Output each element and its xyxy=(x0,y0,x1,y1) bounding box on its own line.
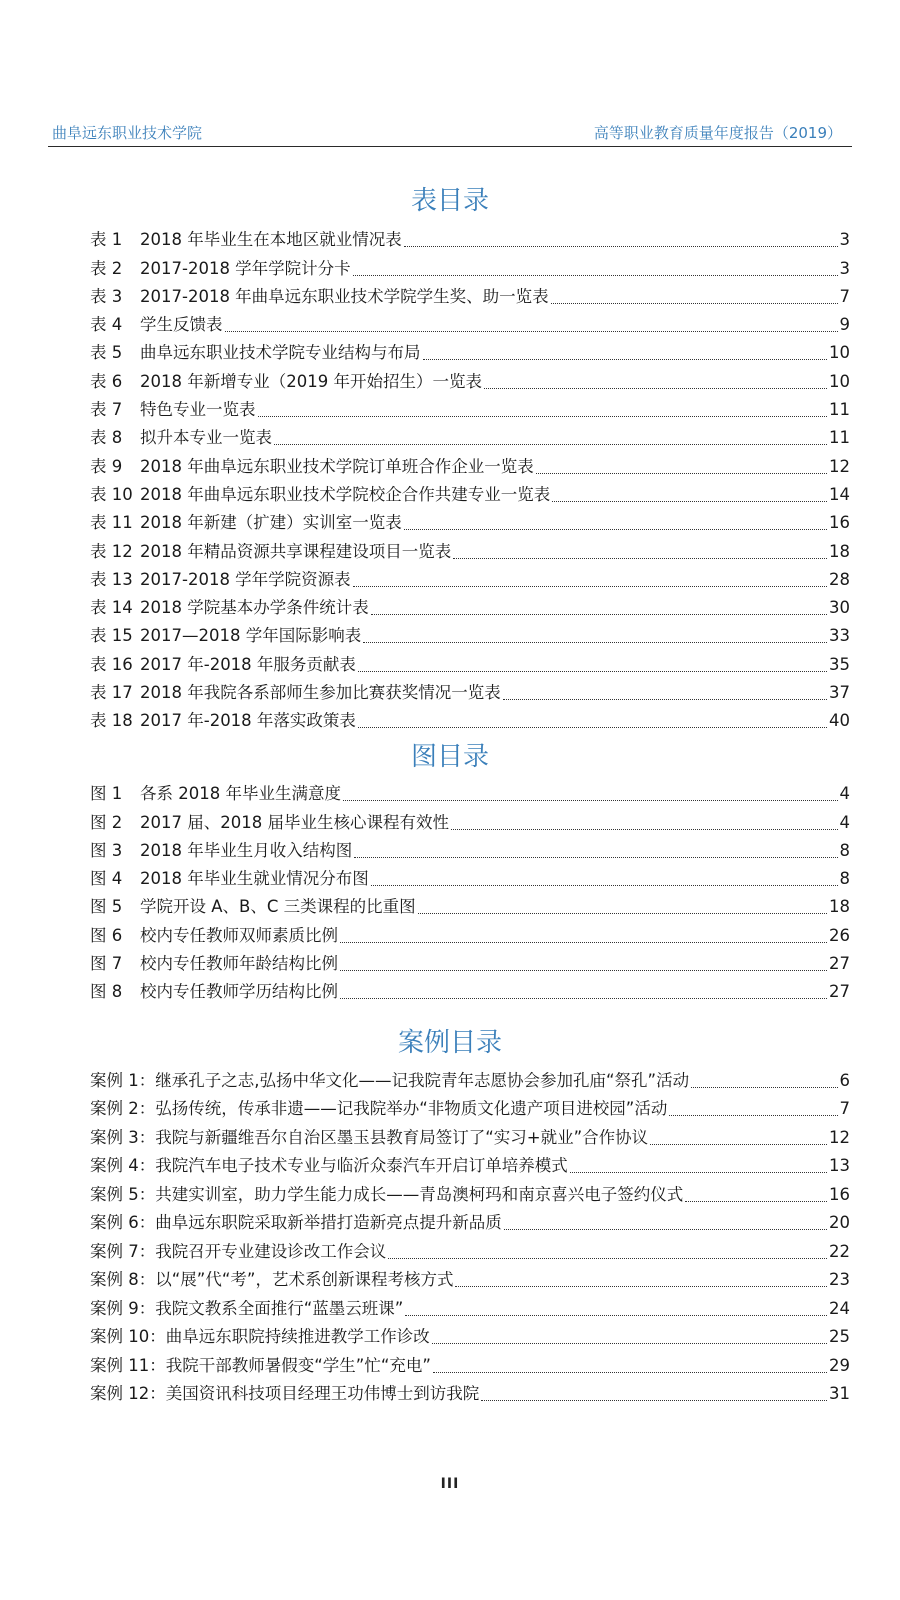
entry-label: 表 5 xyxy=(90,343,123,363)
dot-leader xyxy=(536,473,827,474)
entry-label: 案例 7： xyxy=(90,1241,156,1261)
table-list-entry[interactable] xyxy=(90,283,850,311)
entry-label: 图 7 xyxy=(90,954,123,974)
entry-title: 特色专业一览表 xyxy=(140,400,256,420)
table-list-entry[interactable] xyxy=(90,622,850,650)
entry-label: 案例 6： xyxy=(90,1213,156,1232)
table-list-entry[interactable] xyxy=(90,452,850,480)
dot-leader xyxy=(371,614,827,615)
entry-title: 美国资讯科技项目经理王功伟博士到访我院 xyxy=(165,1384,480,1403)
entry-title: 2017—2018 学年国际影响表 xyxy=(140,626,362,646)
figure-list-title: 图目录 xyxy=(410,742,489,772)
dot-leader xyxy=(353,586,827,587)
entry-label: 案例 12： xyxy=(90,1384,166,1403)
dot-leader xyxy=(551,303,838,304)
figure-list-entry[interactable] xyxy=(90,893,850,921)
table-list-entry[interactable] xyxy=(90,679,850,707)
entry-page-number: 37 xyxy=(829,683,850,703)
table-list-entry[interactable] xyxy=(90,254,850,282)
entry-label: 图 4 xyxy=(90,869,123,889)
dot-leader xyxy=(669,1115,837,1116)
table-list-entry[interactable] xyxy=(90,537,850,565)
entry-title: 曲阜远东职院采取新举措打造新亮点提升新品质 xyxy=(155,1213,502,1232)
entry-page-number: 3 xyxy=(839,230,850,250)
entry-label: 图 1 xyxy=(90,784,123,804)
entry-label: 案例 10： xyxy=(90,1327,166,1346)
entry-title: 我院干部教师暑假变“学生”忙“充电” xyxy=(165,1355,431,1375)
entry-title: 共建实训室，助力学生能力成长——青岛澳柯玛和南京喜兴电子签约仪式 xyxy=(155,1184,684,1204)
entry-title: 我院汽车电子技术专业与临沂众泰汽车开启订单培养模式 xyxy=(155,1156,568,1175)
table-list-entry[interactable] xyxy=(90,424,850,452)
entry-title: 校内专任教师年龄结构比例 xyxy=(140,954,338,974)
table-list-entry[interactable] xyxy=(90,339,850,367)
entry-label: 表 18 xyxy=(90,711,133,731)
entry-label: 表 15 xyxy=(90,626,133,646)
entry-label: 表 9 xyxy=(90,456,123,476)
dot-leader xyxy=(363,642,827,643)
entry-page-number: 27 xyxy=(829,954,850,974)
dot-leader xyxy=(340,998,827,999)
entry-label: 图 3 xyxy=(90,840,123,860)
table-list-entry[interactable] xyxy=(90,509,850,537)
entry-title: 2018 年毕业生月收入结构图 xyxy=(140,840,353,860)
entry-label: 图 5 xyxy=(90,897,123,917)
entry-page-number: 30 xyxy=(829,598,850,618)
header-institution: 曲阜远东职业技术学院 xyxy=(52,124,203,142)
entry-label: 表 3 xyxy=(90,286,123,306)
entry-page-number: 7 xyxy=(839,1099,850,1118)
dot-leader xyxy=(404,529,827,530)
dot-leader xyxy=(481,1400,827,1401)
entry-label: 案例 1： xyxy=(90,1070,156,1090)
entry-label: 图 6 xyxy=(90,925,123,945)
entry-page-number: 25 xyxy=(829,1327,850,1346)
table-list-entry[interactable] xyxy=(90,367,850,395)
entry-label: 表 8 xyxy=(90,428,123,448)
entry-label: 表 10 xyxy=(90,484,133,504)
entry-label: 表 7 xyxy=(90,400,123,420)
page-number: III xyxy=(440,1476,460,1492)
entry-title: 2017 届、2018 届毕业生核心课程有效性 xyxy=(140,812,449,832)
entry-title: 校内专任教师双师素质比例 xyxy=(140,925,338,945)
entry-title: 2018 学院基本办学条件统计表 xyxy=(140,598,369,618)
dot-leader xyxy=(353,275,838,276)
table-list-entry[interactable] xyxy=(90,707,850,735)
table-list xyxy=(90,226,850,735)
dot-leader xyxy=(371,885,838,886)
dot-leader xyxy=(453,558,827,559)
figure-list-entry[interactable] xyxy=(90,921,850,949)
dot-leader xyxy=(340,970,827,971)
entry-title: 2018 年毕业生就业情况分布图 xyxy=(140,869,369,889)
case-list-title: 案例目录 xyxy=(397,1028,502,1058)
figure-list-entry[interactable] xyxy=(90,808,850,836)
entry-page-number: 31 xyxy=(829,1384,850,1403)
entry-label: 案例 11： xyxy=(90,1355,166,1375)
table-list-entry[interactable] xyxy=(90,226,850,254)
entry-label: 表 11 xyxy=(90,513,133,533)
entry-page-number: 26 xyxy=(829,925,850,945)
entry-label: 表 17 xyxy=(90,683,133,703)
dot-leader xyxy=(418,913,827,914)
dot-leader xyxy=(423,359,828,360)
case-list-entry[interactable] xyxy=(90,1180,850,1209)
case-list-entry[interactable] xyxy=(90,1266,850,1295)
entry-title: 学生反馈表 xyxy=(140,315,223,335)
entry-title: 2018 年新建（扩建）实训室一览表 xyxy=(140,513,402,533)
entry-page-number: 13 xyxy=(829,1156,850,1175)
table-list-entry[interactable] xyxy=(90,594,850,622)
table-list-entry[interactable] xyxy=(90,650,850,678)
dot-leader xyxy=(388,1258,827,1259)
entry-title: 2017-2018 学年学院资源表 xyxy=(140,569,351,589)
entry-title: 我院与新疆维吾尔自治区墨玉县教育局签订了“实习+就业”合作协议 xyxy=(155,1127,649,1147)
dot-leader xyxy=(358,727,827,728)
entry-page-number: 8 xyxy=(839,840,850,860)
entry-page-number: 4 xyxy=(839,812,850,832)
entry-title: 2018 年曲阜远东职业技术学院校企合作共建专业一览表 xyxy=(140,484,551,504)
entry-page-number: 8 xyxy=(839,869,850,889)
entry-title: 以“展”代“考”，艺术系创新课程考核方式 xyxy=(155,1270,454,1289)
entry-label: 表 4 xyxy=(90,315,123,335)
case-list-entry[interactable] xyxy=(90,1209,850,1238)
figure-list-entry[interactable] xyxy=(90,978,850,1006)
entry-page-number: 27 xyxy=(829,982,850,1002)
entry-title: 校内专任教师学历结构比例 xyxy=(140,982,338,1002)
dot-leader xyxy=(274,444,827,445)
case-list-entry[interactable] xyxy=(90,1237,850,1266)
entry-title: 我院召开专业建设诊改工作会议 xyxy=(155,1241,387,1261)
figure-list-entry[interactable] xyxy=(90,865,850,893)
entry-label: 案例 9： xyxy=(90,1298,156,1318)
entry-label: 案例 5： xyxy=(90,1184,156,1204)
entry-page-number: 24 xyxy=(829,1298,850,1318)
entry-page-number: 6 xyxy=(839,1070,850,1090)
entry-label: 表 12 xyxy=(90,541,133,561)
entry-page-number: 16 xyxy=(829,513,850,533)
entry-page-number: 3 xyxy=(839,258,850,278)
entry-title: 各系 2018 年毕业生满意度 xyxy=(140,784,341,804)
entry-label: 表 6 xyxy=(90,371,123,391)
dot-leader xyxy=(340,942,827,943)
dot-leader xyxy=(504,1229,827,1230)
entry-label: 表 14 xyxy=(90,598,133,618)
header-report-title: 高等职业教育质量年度报告（2019） xyxy=(593,124,842,142)
entry-page-number: 14 xyxy=(829,484,850,504)
entry-label: 图 8 xyxy=(90,982,123,1002)
entry-title: 2018 年新增专业（2019 年开始招生）一览表 xyxy=(140,371,482,391)
entry-page-number: 7 xyxy=(839,286,850,306)
case-list-entry[interactable] xyxy=(90,1294,850,1323)
entry-page-number: 11 xyxy=(829,428,850,448)
entry-page-number: 40 xyxy=(829,711,850,731)
table-list-entry[interactable] xyxy=(90,311,850,339)
entry-page-number: 23 xyxy=(829,1270,850,1289)
dot-leader xyxy=(404,246,838,247)
dot-leader xyxy=(685,1201,827,1202)
entry-label: 图 2 xyxy=(90,812,123,832)
entry-label: 表 16 xyxy=(90,654,133,674)
dot-leader xyxy=(691,1087,837,1088)
entry-page-number: 16 xyxy=(829,1184,850,1204)
entry-title: 弘扬传统，传承非遗——记我院举办“非物质文化遗产项目进校园”活动 xyxy=(155,1099,668,1118)
entry-title: 2017-2018 学年学院计分卡 xyxy=(140,258,351,278)
entry-title: 2017 年-2018 年服务贡献表 xyxy=(140,654,356,674)
entry-page-number: 22 xyxy=(829,1241,850,1261)
entry-label: 案例 8： xyxy=(90,1270,156,1289)
entry-page-number: 4 xyxy=(839,784,850,804)
table-list-entry[interactable] xyxy=(90,566,850,594)
entry-label: 案例 3： xyxy=(90,1127,156,1147)
entry-title: 曲阜远东职业技术学院专业结构与布局 xyxy=(140,343,421,363)
entry-title: 拟升本专业一览表 xyxy=(140,428,272,448)
dot-leader xyxy=(552,501,827,502)
entry-title: 2018 年曲阜远东职业技术学院订单班合作企业一览表 xyxy=(140,456,534,476)
entry-page-number: 29 xyxy=(829,1355,850,1375)
entry-page-number: 11 xyxy=(829,400,850,420)
case-list xyxy=(90,1066,850,1408)
entry-title: 2017 年-2018 年落实政策表 xyxy=(140,711,356,731)
case-list-entry[interactable] xyxy=(90,1123,850,1152)
entry-label: 案例 2： xyxy=(90,1099,156,1118)
entry-label: 表 2 xyxy=(90,258,123,278)
entry-title: 学院开设 A、B、C 三类课程的比重图 xyxy=(140,897,416,917)
entry-page-number: 12 xyxy=(829,1127,850,1147)
entry-title: 2018 年精品资源共享课程建设项目一览表 xyxy=(140,541,452,561)
entry-title: 我院文教系全面推行“蓝墨云班课” xyxy=(155,1298,404,1318)
case-list-entry[interactable] xyxy=(90,1066,850,1095)
dot-leader xyxy=(503,699,827,700)
entry-title: 2018 年我院各系部师生参加比赛获奖情况一览表 xyxy=(140,683,501,703)
entry-page-number: 12 xyxy=(829,456,850,476)
figure-list xyxy=(90,780,850,1006)
table-list-entry[interactable] xyxy=(90,481,850,509)
dot-leader xyxy=(451,829,838,830)
entry-label: 案例 4： xyxy=(90,1156,156,1175)
dot-leader xyxy=(343,800,838,801)
table-list-entry[interactable] xyxy=(90,396,850,424)
figure-list-entry[interactable] xyxy=(90,780,850,808)
dot-leader xyxy=(405,1315,827,1316)
entry-page-number: 18 xyxy=(829,541,850,561)
case-list-entry[interactable] xyxy=(90,1152,850,1181)
case-list-entry[interactable] xyxy=(90,1095,850,1124)
header-rule xyxy=(48,146,852,147)
entry-title: 2018 年毕业生在本地区就业情况表 xyxy=(140,230,402,250)
case-list-entry[interactable] xyxy=(90,1380,850,1409)
entry-page-number: 33 xyxy=(829,626,850,646)
table-list-title: 表目录 xyxy=(410,186,489,216)
entry-page-number: 28 xyxy=(829,569,850,589)
entry-title: 继承孔子之志,弘扬中华文化——记我院青年志愿协会参加孔庙“祭孔”活动 xyxy=(155,1070,690,1090)
entry-page-number: 35 xyxy=(829,654,850,674)
dot-leader xyxy=(225,331,838,332)
entry-page-number: 9 xyxy=(839,315,850,335)
entry-label: 表 13 xyxy=(90,569,133,589)
entry-page-number: 10 xyxy=(829,371,850,391)
entry-page-number: 10 xyxy=(829,343,850,363)
figure-list-entry[interactable] xyxy=(90,837,850,865)
dot-leader xyxy=(258,416,828,417)
entry-page-number: 18 xyxy=(829,897,850,917)
case-list-entry[interactable] xyxy=(90,1323,850,1352)
dot-leader xyxy=(432,1343,827,1344)
figure-list-entry[interactable] xyxy=(90,950,850,978)
dot-leader xyxy=(354,857,837,858)
entry-title: 曲阜远东职院持续推进教学工作诊改 xyxy=(165,1327,430,1346)
dot-leader xyxy=(433,1372,827,1373)
dot-leader xyxy=(570,1172,827,1173)
dot-leader xyxy=(455,1286,827,1287)
case-list-entry[interactable] xyxy=(90,1351,850,1380)
entry-title: 2017-2018 年曲阜远东职业技术学院学生奖、助一览表 xyxy=(140,286,549,306)
entry-page-number: 20 xyxy=(829,1213,850,1232)
dot-leader xyxy=(650,1144,827,1145)
dot-leader xyxy=(358,671,827,672)
entry-label: 表 1 xyxy=(90,230,123,250)
dot-leader xyxy=(484,388,827,389)
